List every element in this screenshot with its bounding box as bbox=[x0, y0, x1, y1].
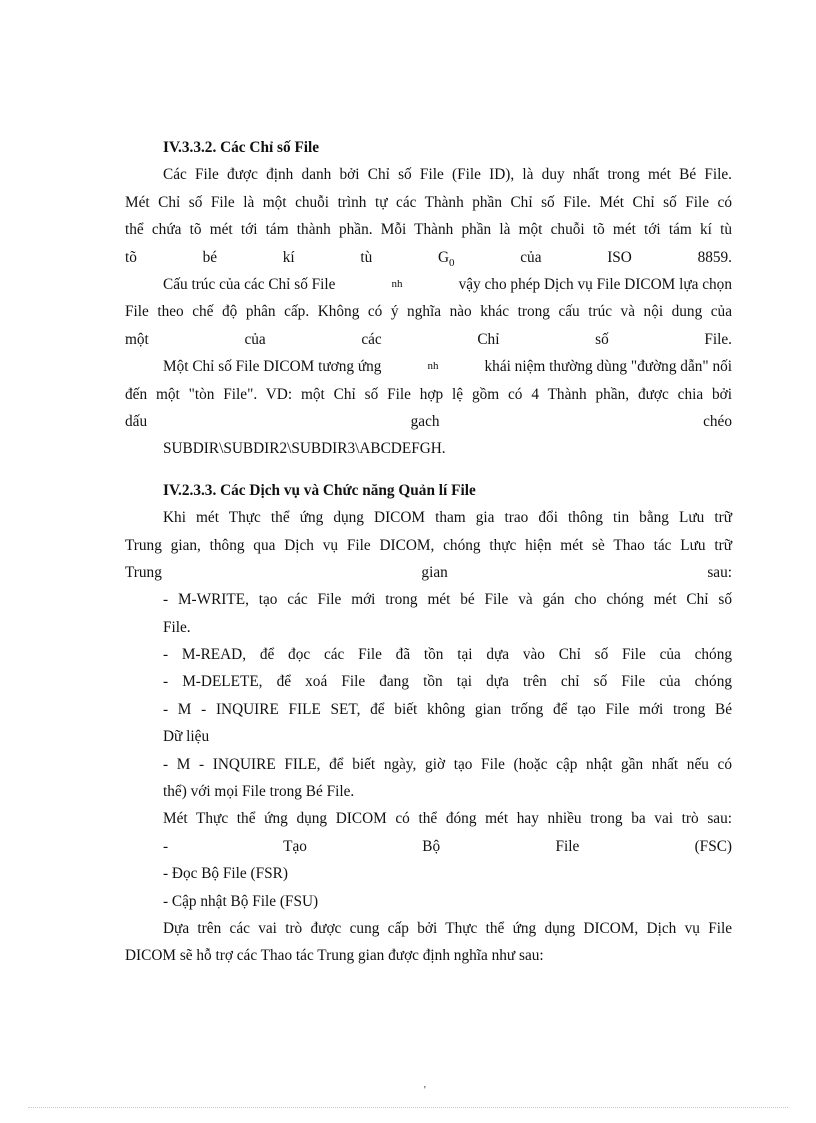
page-content bbox=[125, 134, 732, 970]
paragraph-line bbox=[125, 271, 732, 298]
path-example: SUBDIR\SUBDIR2\SUBDIR3\ABCDEFGH. bbox=[163, 440, 446, 458]
paragraph-line: Trung gian sau: bbox=[125, 563, 732, 581]
list-item: - M-READ, để đọc các File đã tồn tại dựa vào Chỉ số File của chóng bbox=[163, 646, 732, 664]
paragraph-line: DICOM sẽ hỗ trợ các Thao tác Trung gian được định nghĩa như sau: bbox=[125, 947, 544, 965]
paragraph-line: Các File được định danh bởi Chỉ số File (File ID), là duy nhất trong mét Bé File. bbox=[163, 166, 732, 184]
line-text: của ISO 8859. bbox=[520, 248, 732, 266]
paragraph-line: đến một "tòn File". VD: một Chỉ số File hợp lệ gồm có 4 Thành phần, được chia bởi bbox=[125, 385, 732, 403]
paragraph-line: Dựa trên các vai trò được cung cấp bởi Thực thể ứng dụng DICOM, Dịch vụ File bbox=[163, 919, 732, 937]
footer-dotted-rule bbox=[28, 1107, 788, 1108]
paragraph-line: dấu gach chéo bbox=[125, 412, 732, 430]
paragraph-line: Mét Chỉ số File là một chuỗi trình tự các Thành phần Chỉ số File. Mét Chỉ số File có bbox=[125, 193, 732, 211]
paragraph-line: Trung gian, thông qua Dịch vụ File DICOM, chóng thực hiện mét sè Thao tác Lưu trữ bbox=[125, 536, 732, 554]
paragraph-line bbox=[125, 244, 732, 271]
paragraph-line: một của các Chỉ số File. bbox=[125, 330, 732, 348]
paragraph-line bbox=[125, 353, 732, 380]
line-text: khái niệm thường dùng "đường dẫn" nối bbox=[484, 358, 732, 376]
paragraph-line: File theo chế độ phân cấp. Không có ý nghĩa nào khác trong cấu trúc và nội dung của bbox=[125, 303, 732, 321]
subscript-nh: nh bbox=[427, 360, 439, 373]
list-item: - M - INQUIRE FILE, để biết ngày, giờ tạo File (hoặc cập nhật gần nhất nếu có bbox=[163, 755, 732, 773]
role-item: - Cập nhật Bộ File (FSU) bbox=[163, 892, 319, 910]
subscript-nh: nh bbox=[391, 277, 403, 290]
paragraph-line: Khi mét Thực thể ứng dụng DICOM tham gia trao đổi thông tin bằng Lưu trữ bbox=[163, 509, 732, 527]
line-text: Cấu trúc của các Chỉ số File bbox=[163, 275, 336, 293]
line-text: vậy cho phép Dịch vụ File DICOM lựa chọn bbox=[458, 275, 732, 293]
list-item: - M - INQUIRE FILE SET, để biết không gian trống để tạo File mới trong Bé bbox=[163, 700, 732, 718]
paragraph-line: thể chứa tõ mét tới tám thành phần. Mỗi Thành phần là một chuỗi tõ mét tới tám kí tù bbox=[125, 221, 732, 239]
line-text: tõ bé kí tù G bbox=[125, 248, 450, 266]
subscript: 0 bbox=[449, 256, 455, 269]
line-text: Một Chỉ số File DICOM tương ứng bbox=[163, 358, 382, 376]
list-item-continuation: File. bbox=[163, 618, 191, 636]
role-item: - Đọc Bộ File (FSR) bbox=[163, 865, 288, 883]
section-gap bbox=[125, 463, 732, 477]
paragraph-line: Mét Thực thể ứng dụng DICOM có thể đóng mét hay nhiều trong ba vai trò sau: bbox=[163, 810, 732, 828]
page-mark: ' bbox=[424, 1085, 426, 1096]
list-item-continuation: thể) với mọi File trong Bé File. bbox=[163, 783, 355, 801]
section-heading-file-ids: IV.3.3.2. Các Chỉ số File bbox=[163, 139, 320, 156]
list-item: - M-WRITE, tạo các File mới trong mét bé File và gán cho chóng mét Chỉ số bbox=[163, 591, 732, 609]
role-item: - Tạo Bộ File (FSC) bbox=[163, 837, 732, 855]
list-item: - M-DELETE, để xoá File đang tồn tại dựa trên chỉ số File của chóng bbox=[163, 673, 732, 691]
list-item-continuation: Dữ liệu bbox=[163, 728, 210, 746]
section-heading-file-services: IV.2.3.3. Các Dịch vụ và Chức năng Quản lí File bbox=[163, 481, 476, 499]
